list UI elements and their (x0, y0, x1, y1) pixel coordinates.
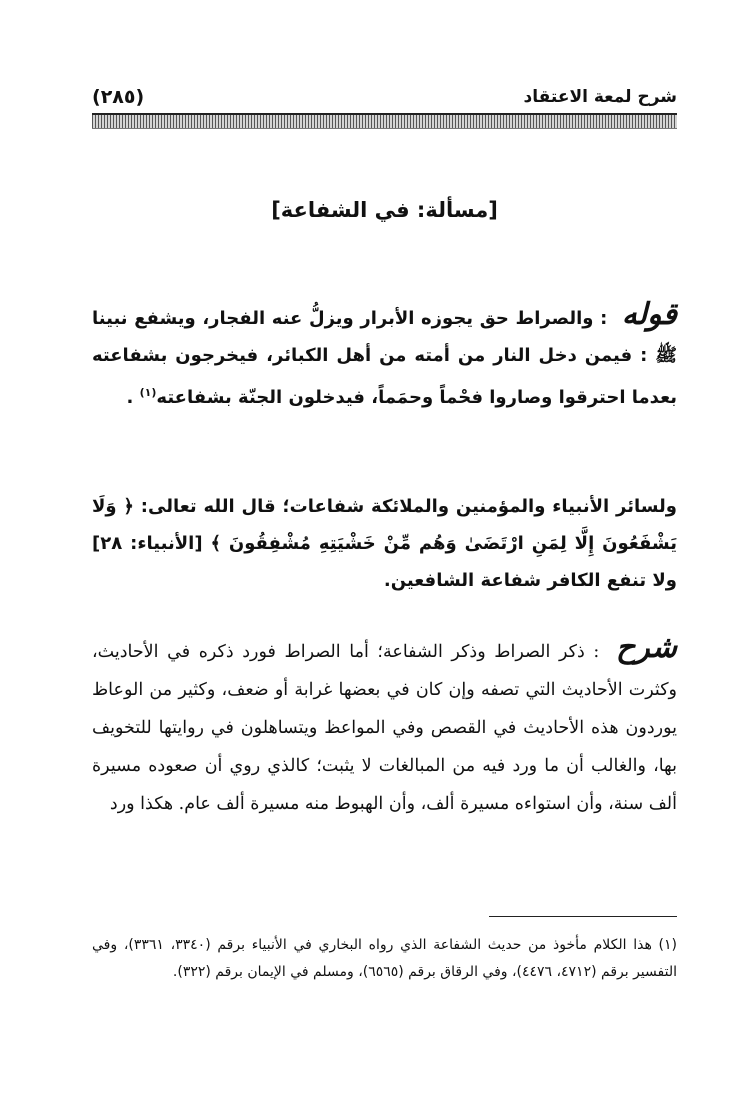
book-title: شرح لمعة الاعتقاد (523, 87, 677, 107)
footnote-marker: (١) (139, 386, 157, 399)
footnote-number: (١) (658, 937, 678, 953)
matn-text-1: : والصراط حق يجوزه الأبرار ويزلُّ عنه الفجار، ويشفع نبينا ﷺ : فيمن دخل النار من أمته من أهل الكبائر، فيخرجون بشفاعته بعدما احترقوا وصاروا فحْماً وحمَماً، فيدخلون الجنّة بشفاعته (92, 308, 677, 408)
matn-text-1-end: . (126, 387, 134, 408)
sharh-paragraph (92, 630, 677, 823)
matn-lead-word: قوله (621, 297, 677, 332)
footnotes (92, 932, 677, 986)
footnote-item (92, 932, 677, 986)
sharh-lead-word: شرح (615, 630, 677, 665)
running-header (92, 80, 677, 114)
footnote-text: هذا الكلام مأخوذ من حديث الشفاعة الذي رواه البخاري في الأنبياء برقم (٣٣٤٠، ٣٣٦١)، وفي التفسير برقم (٤٧١٢، ٤٤٧٦)، وفي الرقاق برقم (٦٥٦٥)، ومسلم في الإيمان برقم (٣٢٢). (92, 937, 677, 980)
matn-text-2: ولسائر الأنبياء والمؤمنين والملائكة شفاعات؛ قال الله تعالى: ﴿ وَلَا يَشْفَعُونَ إِلَّا لِمَنِ ارْتَضَىٰ وَهُم مِّنْ خَشْيَتِهِ مُشْفِقُونَ ﴾ [الأنبياء: ٢٨] ولا تنفع الكافر شفاعة الشافعين. (92, 496, 677, 591)
section-title: [مسألة: في الشفاعة] (271, 198, 498, 222)
sharh-text: : ذكر الصراط وذكر الشفاعة؛ أما الصراط فورد ذكره في الأحاديث، وكثرت الأحاديث التي تصفه وإن كان في بعضها غرابة أو ضعف، وكثير من الوعاظ يوردون هذه الأحاديث في القصص وفي المواعظ ويتساهلون في روايتها للتخويف بها، والغالب أن ما ورد فيه من المبالغات لا يثبت؛ كالذي روي أن صعوده مسيرة ألف سنة، وأن استواءه مسيرة ألف، وأن الهبوط منه مسيرة ألف عام. هكذا ورد (92, 642, 677, 814)
page-number: (٢٨٥) (92, 86, 145, 108)
footnote-divider (489, 916, 677, 917)
matn-paragraph-2 (92, 488, 677, 599)
matn-paragraph-1 (92, 297, 677, 416)
header-rule (92, 113, 677, 129)
